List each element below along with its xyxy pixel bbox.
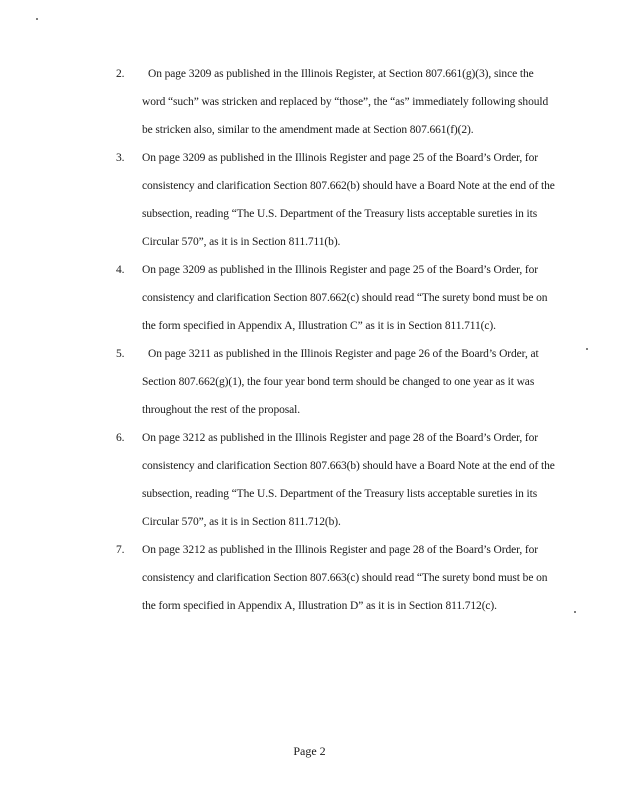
list-item	[116, 536, 556, 620]
item-number: 6.	[116, 432, 125, 444]
amendment-list	[116, 60, 556, 620]
list-item	[116, 256, 556, 340]
item-text: On page 3212 as published in the Illinois Register and page 28 of the Board’s Order, for consistency and clarification Section 807.663(c) should read “The surety bond must be on the form specified in Appendix A, Illustration D” as it is in Section 811.712(c).	[142, 544, 548, 612]
scan-speck	[36, 18, 38, 20]
item-number: 4.	[116, 264, 125, 276]
list-item	[116, 424, 556, 536]
scan-speck	[574, 611, 576, 613]
item-number: 7.	[116, 544, 125, 556]
item-text: On page 3209 as published in the Illinois Register and page 25 of the Board’s Order, for consistency and clarification Section 807.662(b) should have a Board Note at the end of the subsection, reading “The U.S. Department of the Treasury lists acceptable sureties in its Circular 570”, as it is in Section 811.711(b).	[142, 152, 555, 248]
item-number: 2.	[116, 68, 125, 80]
page-number: Page 2	[293, 744, 326, 758]
item-text: On page 3211 as published in the Illinois Register and page 26 of the Board’s Order, at Section 807.662(g)(1), the four year bond term should be changed to one year as it was throughout the rest of the proposal.	[142, 348, 539, 416]
list-item	[116, 60, 556, 144]
item-number: 3.	[116, 152, 125, 164]
list-item	[116, 340, 556, 424]
item-text: On page 3209 as published in the Illinois Register and page 25 of the Board’s Order, for consistency and clarification Section 807.662(c) should read “The surety bond must be on the form specified in Appendix A, Illustration C” as it is in Section 811.711(c).	[142, 264, 548, 332]
item-number: 5.	[116, 348, 125, 360]
item-text: On page 3209 as published in the Illinois Register, at Section 807.661(g)(3), since the word “such” was stricken and replaced by “those”, the “as” immediately following should be stricken also, similar to the amendment made at Section 807.661(f)(2).	[142, 68, 549, 136]
scan-speck	[586, 348, 588, 350]
item-text: On page 3212 as published in the Illinois Register and page 28 of the Board’s Order, for consistency and clarification Section 807.663(b) should have a Board Note at the end of the subsection, reading “The U.S. Department of the Treasury lists acceptable sureties in its Circular 570”, as it is in Section 811.712(b).	[142, 432, 555, 528]
list-item	[116, 144, 556, 256]
